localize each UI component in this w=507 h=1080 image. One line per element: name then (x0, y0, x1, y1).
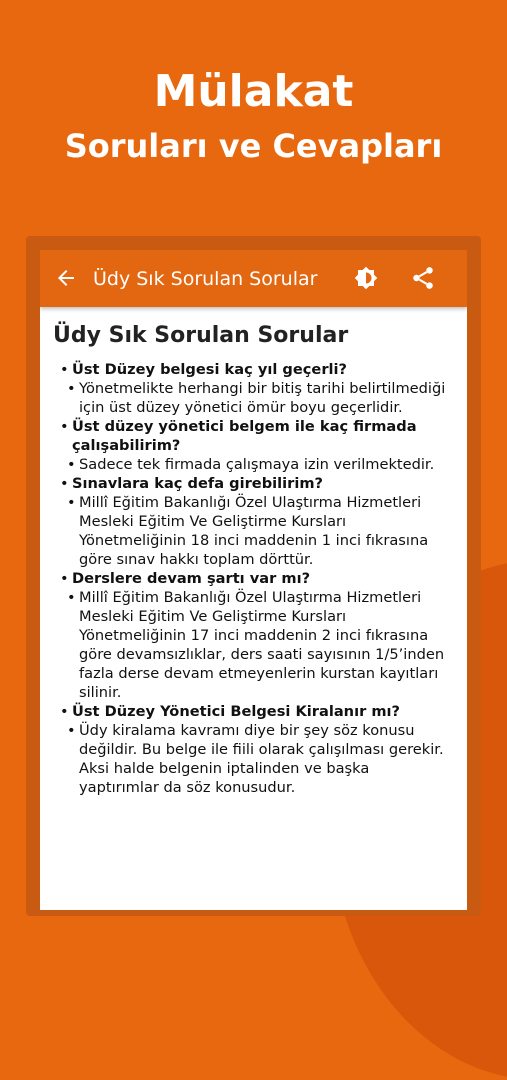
faq-answer: • Yönetmelikte herhangi bir bitiş tarihi belirtilmediği için üst düzey yönetici ömür boyu geçerlidir. (56, 379, 453, 417)
faq-item (53, 569, 453, 702)
faq-question: Üst Düzey belgesi kaç yıl geçerli? (72, 361, 347, 378)
faq-question: Üst düzey yönetici belgem ile kaç firmada çalışabilirim? (72, 418, 417, 454)
faq-content (53, 322, 453, 797)
faq-answer: • Sadece tek firmada çalışmaya izin verilmektedir. (56, 455, 453, 474)
app-screen (40, 250, 467, 910)
share-icon[interactable] (410, 265, 436, 291)
app-bar (40, 250, 467, 307)
faq-question: Derslere devam şartı var mı? (72, 570, 311, 587)
promo-title: Mülakat (153, 66, 354, 117)
page-title: Üdy Sık Sorulan Sorular (53, 323, 349, 348)
faq-question: Sınavlara kaç defa girebilirim? (72, 475, 324, 492)
faq-item (53, 417, 453, 474)
faq-item (53, 474, 453, 569)
brightness-icon[interactable] (354, 266, 378, 290)
faq-answer: • Millî Eğitim Bakanlığı Özel Ulaştırma Hizmetleri Mesleki Eğitim Ve Geliştirme Kursları Yönetmeliğinin 17 inci maddenin 2 inci fıkrasına göre devamsızlıklar, ders saati sayısının 1/5’inden fazla derse devam etmeyenlerin kurstan kayıtları silinir. (56, 588, 453, 702)
faq-answer: • Millî Eğitim Bakanlığı Özel Ulaştırma Hizmetleri Mesleki Eğitim Ve Geliştirme Kursları Yönetmeliğinin 18 inci maddenin 1 inci fıkrasına göre sınav hakkı toplam dörttür. (56, 493, 453, 569)
faq-answer-list (72, 493, 453, 569)
faq-answer-list (72, 455, 453, 474)
faq-list (53, 360, 453, 797)
promo-subtitle: Soruları ve Cevapları (64, 127, 443, 165)
faq-item (53, 360, 453, 417)
faq-item (53, 702, 453, 797)
faq-answer-list (72, 588, 453, 702)
arrow-left-icon[interactable] (54, 266, 78, 290)
faq-question: Üst Düzey Yönetici Belgesi Kiralanır mı? (72, 703, 401, 720)
faq-answer: • Üdy kiralama kavramı diye bir şey söz konusu değildir. Bu belge ile fiili olarak çalışılması gerekir. Aksi halde belgenin iptalinden ve başka yaptırımlar da söz konusudur. (56, 721, 453, 797)
faq-answer-list (72, 379, 453, 417)
faq-answer-list (72, 721, 453, 797)
app-bar-title: Üdy Sık Sorulan Sorular (93, 268, 318, 290)
